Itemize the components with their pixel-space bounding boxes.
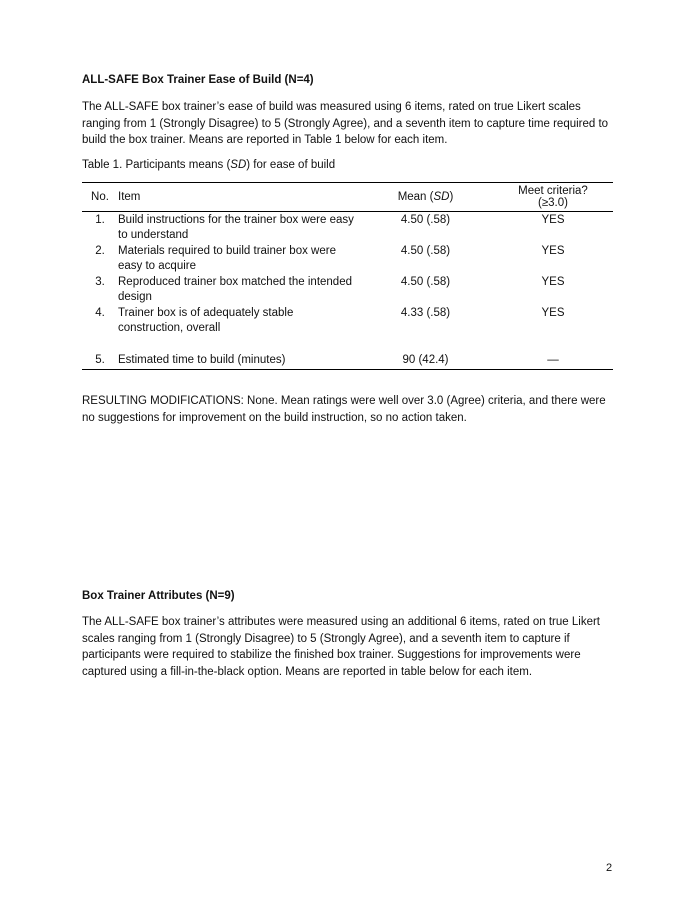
header-mean xyxy=(358,183,493,212)
row-mean: 90 (42.4) xyxy=(402,354,449,366)
row-item: Estimated time to build (minutes) xyxy=(118,354,286,366)
row-item: Trainer box is of adequately stable construction, overall xyxy=(118,307,294,334)
caption-sd: SD xyxy=(230,159,247,171)
table-header-row xyxy=(82,183,613,212)
row-mean: 4.50 (.58) xyxy=(400,214,451,226)
resulting-modifications-paragraph: RESULTING MODIFICATIONS: None. Mean ratings were well over 3.0 (Agree) criteria, and there were no suggestions for improvement on the build instruction, so no action taken. xyxy=(82,395,606,424)
table-row xyxy=(82,243,613,274)
table-caption xyxy=(82,159,335,171)
header-meet-criteria xyxy=(493,183,613,212)
spacer-cell xyxy=(82,336,613,352)
row-no: 4. xyxy=(95,307,105,319)
table-row xyxy=(82,352,613,369)
caption-suffix: ) for ease of build xyxy=(246,159,336,171)
row-meet: YES xyxy=(541,214,565,226)
table-row xyxy=(82,305,613,336)
header-item: Item xyxy=(118,191,141,203)
row-meet: YES xyxy=(541,245,565,257)
row-item: Reproduced trainer box matched the intended design xyxy=(118,276,352,303)
row-no: 3. xyxy=(95,276,105,288)
row-meet: YES xyxy=(541,276,565,288)
row-no: 1. xyxy=(95,214,105,226)
ease-of-build-table xyxy=(82,182,613,370)
header-mean-sd: SD xyxy=(433,191,450,203)
row-no: 2. xyxy=(95,245,105,257)
table-row xyxy=(82,274,613,305)
header-mean-prefix: Mean ( xyxy=(397,191,434,203)
ease-of-build-paragraph: The ALL-SAFE box trainer’s ease of build was measured using 6 items, rated on true Likert scales ranging from 1 (Strongly Disagree) to 5 (Strongly Agree), and a seventh item to capture time required to build the box trainer. Means are reported in Table 1 below for each item. xyxy=(82,101,609,146)
row-no: 5. xyxy=(95,354,105,366)
attributes-paragraph: The ALL-SAFE box trainer’s attributes were measured using an additional 6 items, rated on true Likert scales ranging from 1 (Strongly Disagree) to 5 (Strongly Agree), and a seventh item to capture if participants were required to stabilize the finished box trainer. Suggestions for improvements were captured using a fill-in-the-black option. Means are reported in table below for each item. xyxy=(82,616,600,678)
header-mean-suffix: ) xyxy=(449,191,454,203)
page-number: 2 xyxy=(606,862,613,874)
header-no: No. xyxy=(91,191,109,203)
row-mean: 4.50 (.58) xyxy=(400,245,451,257)
caption-prefix: Table 1. Participants means ( xyxy=(82,159,231,171)
table-row xyxy=(82,212,613,244)
section-heading-ease-of-build: ALL-SAFE Box Trainer Ease of Build (N=4) xyxy=(82,74,314,86)
row-mean: 4.50 (.58) xyxy=(400,276,451,288)
header-meet-line1: Meet criteria? xyxy=(518,185,588,197)
header-meet-line2: (≥3.0) xyxy=(538,197,568,209)
row-meet: — xyxy=(547,354,559,366)
row-mean: 4.33 (.58) xyxy=(400,307,451,319)
row-meet: YES xyxy=(541,307,565,319)
row-item: Build instructions for the trainer box were easy to understand xyxy=(118,214,354,241)
row-item: Materials required to build trainer box were easy to acquire xyxy=(118,245,336,272)
table-spacer-row xyxy=(82,336,613,352)
section-heading-attributes: Box Trainer Attributes (N=9) xyxy=(82,590,235,602)
